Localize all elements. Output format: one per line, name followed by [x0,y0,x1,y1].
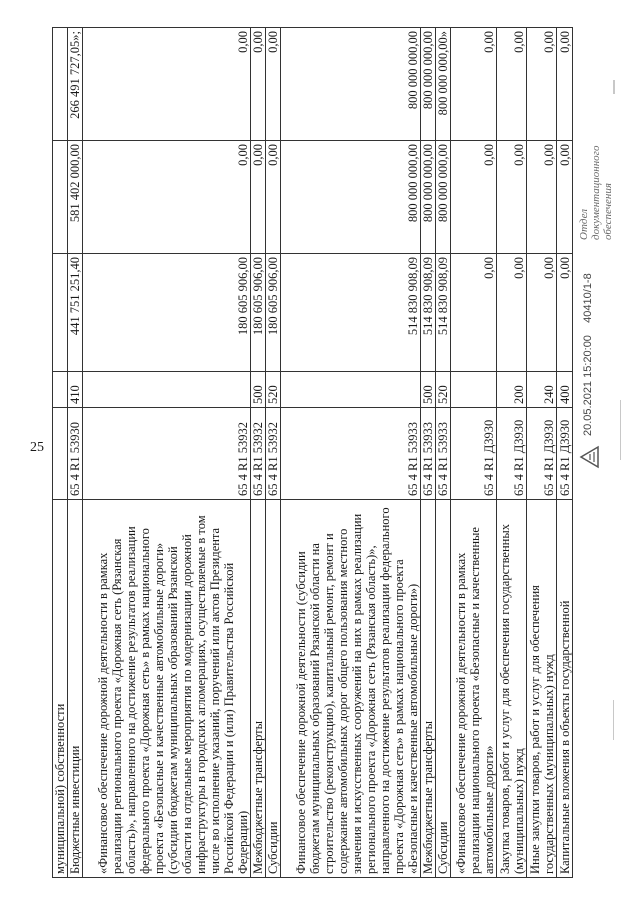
table-row [497,28,527,878]
cell-code: 65 4 R1 53932 [266,408,281,500]
footer-timestamp: 20.05.2021 15:20:00 40410/1-8 [582,273,594,436]
cell-desc: Закупка товаров, работ и услуг для обеспечения государственных (муниципальных) нужд [497,500,527,878]
cell-code: 65 4 R1 53932 [83,408,251,500]
cell-desc: Межбюджетные трансферты [251,500,266,878]
cell-v3: 800 000 000,00 [281,28,421,141]
cell-code: 65 4 R1 53933 [436,408,451,500]
cell-desc: «Финансовое обеспечение дорожной деятельности в рамках реализации регионального проекта «Дорожная сеть (Рязанская область)», направленного на достижение результатов реализации федерального проекта «Дорожная сеть» в рамках национального проекта «Безопасные и качественные автомобильные дороги» (субсидии бюджетам муниципальных образований Рязанской области на отдельные мероприятия по модернизации дорожной инфраструктуры в городских агломерациях, осуществляемые в том числе во исполнение указаний, поручений или актов Президента Российской Федерации и (или) Правительства Российской Федерации) [83,500,251,878]
cell-kvr [451,372,497,408]
cell-v2: 0,00 [83,141,251,254]
scan-artifact [613,80,615,94]
cell-code: 65 4 R1 Д3930 [527,408,557,500]
cell-desc: Субсидии [436,500,451,878]
cell-v3: 266 491 727,05»; [68,28,83,141]
cell-kvr: 410 [68,372,83,408]
table-row [266,28,281,878]
cell-v3: 0,00 [451,28,497,141]
cell-desc: Иные закупки товаров, работ и услуг для обеспечения государственных (муниципальных) нужд [527,500,557,878]
cell-kvr: 400 [557,372,573,408]
cell-v3: 800 000 000,00» [436,28,451,141]
department-note: Отдел документационного обеспечения [578,145,614,240]
table-row [527,28,557,878]
cell-kvr [83,372,251,408]
page-number: 25 [30,440,44,455]
cell-code: 65 4 R1 Д3930 [557,408,573,500]
budget-table [52,27,573,878]
table-row [83,28,251,878]
cell-kvr [53,372,68,408]
cell-kvr: 200 [497,372,527,408]
cell-desc: Межбюджетные трансферты [421,500,436,878]
cell-v1: 441 751 251,40 [68,254,83,372]
cell-desc: Бюджетные инвестиции [68,500,83,878]
cell-v3: 0,00 [251,28,266,141]
cell-kvr: 500 [251,372,266,408]
cell-code: 65 4 R1 53930 [68,408,83,500]
table-row [281,28,421,878]
cell-code: 65 4 R1 Д3930 [497,408,527,500]
cell-v2: 800 000 000,00 [436,141,451,254]
cell-v1: 514 830 908,09 [421,254,436,372]
cell-v3: 0,00 [557,28,573,141]
cell-v3: 0,00 [83,28,251,141]
table-row [436,28,451,878]
cell-desc: «Финансовое обеспечение дорожной деятельности в рамках реализации национального проекта «Безопасные и качественные автомобильные дороги» [451,500,497,878]
cell-desc: Финансовое обеспечение дорожной деятельности (субсидии бюджетам муниципальных образований Рязанской области на строительство (реконструкцию), капитальный ремонт, ремонт и содержание автомобильных дорог общего пользования местного значения и искусственных сооружений на них в рамках реализации регионального проекта «Дорожная сеть (Рязанская область)», направленного на достижение результатов реализации федерального проекта «Дорожная сеть» в рамках национального проекта «Безопасные и качественные автомобильные дороги») [281,500,421,878]
cell-v1: 0,00 [497,254,527,372]
cell-v2 [53,141,68,254]
cell-code [53,408,68,500]
cell-v2: 0,00 [527,141,557,254]
cell-v2: 800 000 000,00 [281,141,421,254]
cell-v1: 0,00 [527,254,557,372]
table-row [557,28,573,878]
cell-v2: 0,00 [497,141,527,254]
cell-v3: 800 000 000,00 [421,28,436,141]
cell-kvr: 520 [436,372,451,408]
cell-v3: 0,00 [266,28,281,141]
table-row [53,28,68,878]
cell-v1: 0,00 [557,254,573,372]
cell-v2: 800 000 000,00 [421,141,436,254]
table-row [251,28,266,878]
budget-table-rotated [52,28,592,878]
scan-artifact [613,700,614,740]
cell-desc: Капитальные вложения в объекты государственной [557,500,573,878]
cell-desc: Субсидии [266,500,281,878]
cell-desc: муниципальной) собственности [53,500,68,878]
cell-v2: 0,00 [251,141,266,254]
table-row [451,28,497,878]
cell-code: 65 4 R1 53933 [421,408,436,500]
scanner-logo-icon [578,444,600,470]
cell-v1 [53,254,68,372]
cell-v3 [53,28,68,141]
cell-v1: 180 605 906,00 [83,254,251,372]
scan-artifact [620,400,621,460]
cell-v1: 514 830 908,09 [281,254,421,372]
cell-v2: 581 402 000,00 [68,141,83,254]
cell-v2: 0,00 [451,141,497,254]
cell-code: 65 4 R1 53933 [281,408,421,500]
budget-table-body [53,28,573,878]
cell-v1: 180 605 906,00 [251,254,266,372]
cell-v1: 180 605 906,00 [266,254,281,372]
page-footer [578,50,638,470]
cell-kvr: 240 [527,372,557,408]
cell-v2: 0,00 [557,141,573,254]
cell-code: 65 4 R1 Д3930 [451,408,497,500]
cell-v3: 0,00 [497,28,527,141]
cell-v1: 514 830 908,09 [436,254,451,372]
cell-kvr: 520 [266,372,281,408]
table-row [421,28,436,878]
cell-kvr [281,372,421,408]
cell-code: 65 4 R1 53932 [251,408,266,500]
table-row [68,28,83,878]
cell-v2: 0,00 [266,141,281,254]
cell-kvr: 500 [421,372,436,408]
cell-v3: 0,00 [527,28,557,141]
cell-v1: 0,00 [451,254,497,372]
